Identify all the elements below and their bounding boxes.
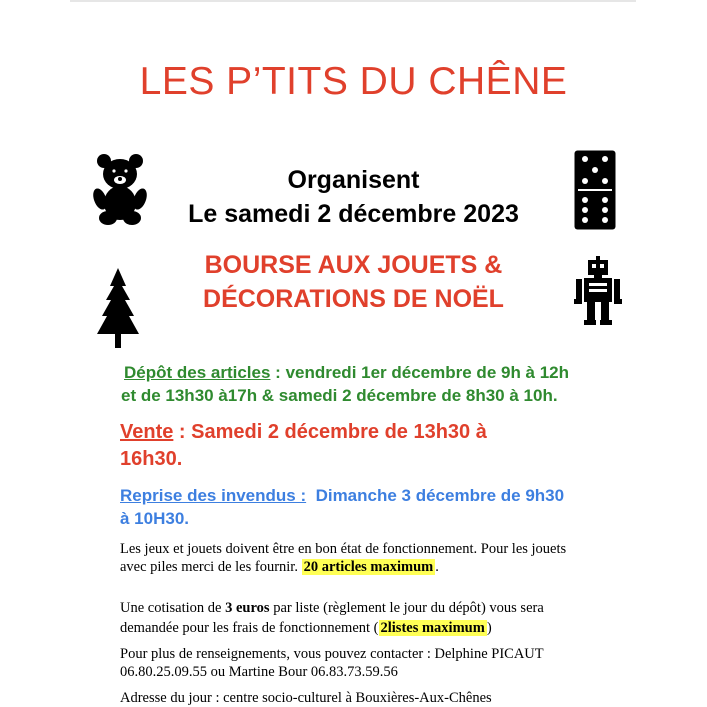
reprise-text1: Dimanche 3 décembre de 9h30 — [306, 486, 565, 505]
info-p1-line2: avec piles merci de les fournir. 20 articles maximum . — [120, 559, 439, 575]
contact-line2: 06.80.25.09.55 ou Martine Bour 06.83.73.59.56 — [120, 664, 398, 680]
organisent-text: Organisent — [287, 166, 420, 194]
depot-line1: Dépôt des articles : vendredi 1er décembre de 9h à 12h — [124, 363, 570, 382]
vente-line1: Vente : Samedi 2 décembre de 13h30 à — [120, 421, 487, 443]
event-title-line2: DÉCORATIONS DE NOËL — [203, 285, 504, 313]
vente-line2: 16h30. — [120, 448, 183, 470]
depot-text1: vendredi 1er décembre de 9h à 12h — [285, 363, 570, 382]
address-line: Adresse du jour : centre socio-culturel à Bouxières-Aux-Chênes — [120, 690, 492, 706]
domino-icon — [574, 150, 616, 230]
price-amount: 3 euros — [225, 600, 270, 616]
robot-icon — [574, 256, 622, 326]
vente-text1: Samedi 2 décembre de 13h30 à — [191, 421, 487, 443]
depot-line2: et de 13h30 à17h & samedi 2 décembre de 8h30 à 10h. — [121, 386, 558, 405]
info-p2-line1: Une cotisation de 3 euros par liste (règlement le jour du dépôt) vous sera — [120, 600, 544, 616]
reprise-line1 — [120, 486, 564, 506]
vente-label: Vente — [120, 421, 174, 443]
lists-max-highlight: 2listes maximum — [380, 620, 485, 636]
articles-max-highlight: 20 articles maximum — [303, 559, 434, 575]
contact-line1: Pour plus de renseignements, vous pouvez contacter : Delphine PICAUT — [120, 646, 544, 662]
page-title: LES P’TITS DU CHÊNE — [139, 60, 568, 103]
reprise-label: Reprise des invendus : — [120, 486, 307, 505]
event-date: Le samedi 2 décembre 2023 — [188, 200, 519, 228]
depot-label: Dépôt des articles — [124, 363, 271, 382]
info-p1-line1: Les jeux et jouets doivent être en bon état de fonctionnement. Pour les jouets — [120, 541, 567, 557]
info-p2-line2: demandée pour les frais de fonctionnement ( 2listes maximum ) — [120, 620, 492, 636]
reprise-line2: à 10H30. — [120, 509, 189, 528]
event-title-line1: BOURSE AUX JOUETS & — [204, 251, 503, 279]
top-divider — [70, 0, 636, 2]
